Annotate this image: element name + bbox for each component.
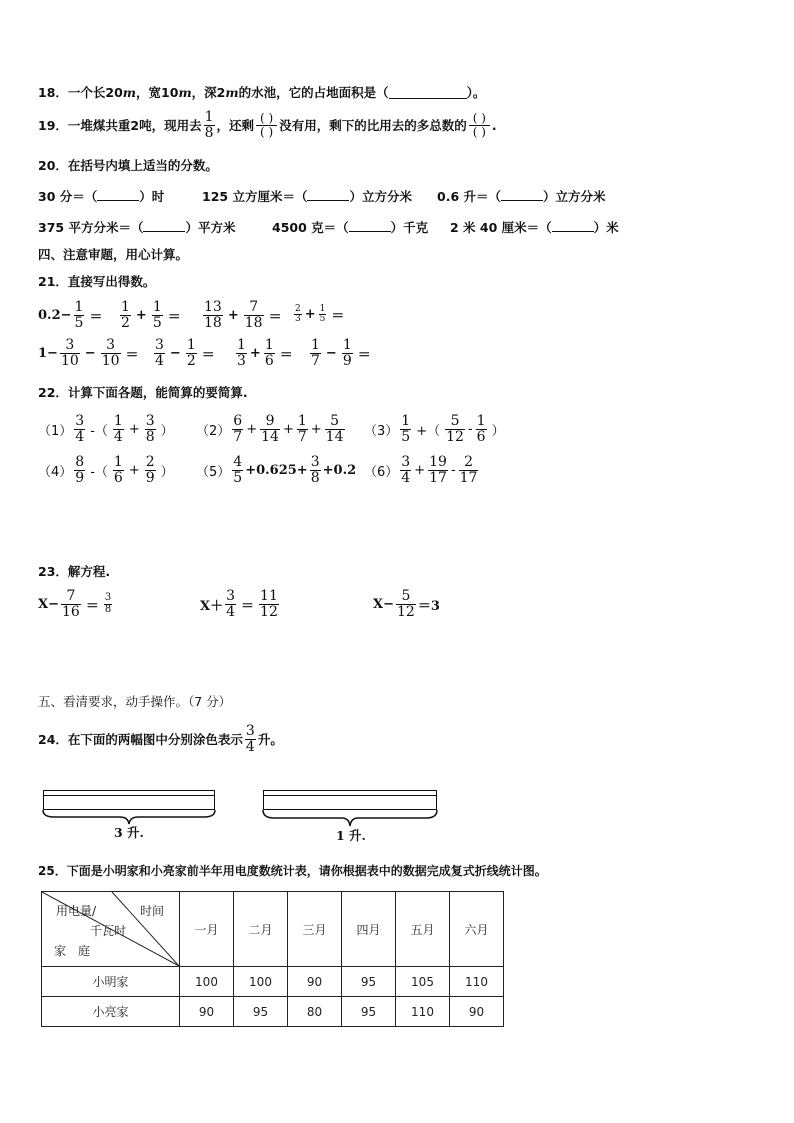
q22-problem-6: （6） $\frac{3}{4}$ + $\frac{19}{17}$ - $\frac{2}{17}$: [364, 454, 478, 486]
table-cell: 90: [450, 997, 504, 1027]
q20-item-4-right: ）平方米: [185, 220, 236, 235]
table-cell: 90: [180, 997, 234, 1027]
num: 7: [249, 299, 259, 315]
q21-r2-2-frac-a: [154, 338, 165, 368]
table-cell: 105: [396, 967, 450, 997]
frac: [145, 455, 156, 485]
header-usage: 用电量/: [56, 904, 97, 918]
q20-blank-4[interactable]: [143, 219, 185, 233]
den: 6: [476, 428, 486, 445]
num: 8: [75, 454, 85, 470]
table-cell: 100: [234, 967, 288, 997]
num: 1: [401, 413, 411, 429]
q20-item-3-left: 0.6 升＝（: [437, 189, 501, 204]
q21-r1-item-3: [201, 300, 285, 330]
num: 11: [260, 588, 278, 604]
q22-problem-1: （1） $\frac{3}{4}$ -（ $\frac{1}{4}$ + $\frac{3}{8}$ ）: [38, 413, 174, 445]
q24-label-1-liter: 1 升.: [336, 828, 366, 843]
equals: ＝: [85, 598, 99, 614]
table-row: [42, 997, 504, 1027]
equals: ＝: [89, 309, 103, 325]
den: 17: [459, 469, 478, 486]
q20-item-4-left: 375 平方分米＝（: [38, 220, 144, 235]
den: 4: [75, 428, 85, 445]
operator: +: [227, 307, 239, 323]
q22-label-2: （2）: [196, 423, 231, 439]
num: 1: [152, 299, 162, 315]
q18-unit-2: m: [178, 84, 192, 100]
q20-item-1-right: ）时: [139, 189, 165, 204]
den: 4: [401, 469, 411, 486]
den: 10: [60, 352, 79, 369]
table-cell: 95: [234, 997, 288, 1027]
operator: −: [84, 345, 96, 361]
equals: ＝: [201, 347, 215, 363]
q24-suffix: 升。: [257, 732, 283, 748]
den: 8: [104, 603, 112, 615]
bar-inner-line: [44, 795, 214, 796]
brace-2: [262, 808, 438, 828]
equals: ＝: [279, 347, 293, 363]
q22-label-4: （4）: [38, 464, 73, 480]
num: 3: [401, 454, 411, 470]
frac: [325, 414, 345, 444]
num: 1: [186, 337, 196, 353]
q21-r1-item-2: [118, 300, 184, 330]
q22-title: 22．计算下面各题，能简算的要简算.: [38, 385, 248, 400]
q23-equation-2: [200, 589, 281, 619]
section-4-heading: 四、注意审题，用心计算。: [38, 247, 189, 262]
q21-r2-item-3: [234, 338, 296, 368]
den: 5: [74, 314, 84, 331]
q22-problem-5: [196, 455, 356, 485]
num: 6: [233, 413, 243, 429]
month-header: 一月: [180, 892, 234, 967]
month-header: 二月: [234, 892, 288, 967]
operator: +: [135, 307, 147, 323]
q22-label-3: （3）: [364, 423, 399, 439]
q21-r2-item-2: [152, 338, 218, 368]
q20-item-6-left: 2 米 40 厘米＝（: [450, 220, 552, 235]
q20-item-2: [202, 187, 412, 205]
num: 13: [204, 299, 222, 315]
q22-p5-end: +0.2: [322, 462, 357, 478]
frac: [225, 589, 236, 619]
question-19: [38, 110, 497, 140]
operator: −: [325, 345, 337, 361]
q18-unit-1: m: [122, 84, 137, 100]
den: 3: [237, 352, 246, 369]
den: 16: [61, 603, 80, 620]
den: 18: [204, 314, 222, 331]
num: 3: [245, 723, 255, 739]
q19-blank-den-1: ( ): [256, 125, 277, 139]
num: 3: [310, 454, 320, 470]
frac: [445, 414, 465, 444]
table-cell: 95: [342, 967, 396, 997]
num: 9: [265, 413, 275, 429]
family-name: 小亮家: [42, 997, 180, 1027]
q21-title: 21．直接写出得数。: [38, 274, 156, 289]
q21-r1-item-4: [292, 305, 347, 325]
q22-problem-4: （4） $\frac{8}{9}$ -（ $\frac{1}{6}$ + $\frac{2}{9}$ ）: [38, 454, 174, 486]
operator: −: [169, 345, 181, 361]
q20-blank-6[interactable]: [552, 219, 594, 233]
frac: [396, 589, 416, 619]
frac: [259, 589, 279, 619]
diagonal-header-cell: [42, 892, 180, 967]
q22-label-6: （6）: [364, 464, 399, 480]
q20-blank-1[interactable]: [97, 188, 139, 202]
q21-r2-1-frac-b: [101, 338, 121, 368]
num: 3: [106, 337, 116, 353]
q18-prefix: 18．一个长20: [38, 85, 123, 100]
frac: [113, 414, 124, 444]
num: 1: [319, 304, 326, 314]
frac: [428, 455, 448, 485]
x-term: X＋: [200, 598, 224, 614]
frac: [74, 414, 85, 444]
q20-item-1: [38, 187, 164, 205]
q19-blank-fraction-1[interactable]: [256, 112, 277, 138]
table-cell: 90: [288, 967, 342, 997]
header-family: 家 庭: [54, 944, 91, 958]
table-header-row: [42, 892, 504, 967]
q24-fraction: [245, 724, 256, 754]
num: 7: [66, 588, 76, 604]
den: 9: [75, 469, 85, 486]
num: 1: [342, 337, 352, 353]
q20-item-4: [38, 218, 235, 236]
table-cell: 95: [342, 997, 396, 1027]
num: 1: [476, 413, 486, 429]
q19-end: .: [491, 117, 497, 133]
family-name: 小明家: [42, 967, 180, 997]
q20-item-3-right: ）立方分米: [543, 189, 606, 204]
q23-title: 23．解方程.: [38, 564, 111, 579]
num: 19: [429, 454, 447, 470]
den: 10: [101, 352, 120, 369]
equals: ＝: [268, 309, 282, 325]
question-18: [38, 83, 485, 101]
q21-r2-1-pre: 1−: [38, 345, 58, 361]
frac: [459, 455, 479, 485]
q19-mid-1: ，还剩: [216, 118, 255, 134]
frac: [310, 455, 321, 485]
q19-frac-den: 8: [204, 124, 214, 141]
num: 3: [104, 592, 112, 604]
den: 2: [121, 314, 130, 331]
table-cell: 100: [180, 967, 234, 997]
q20-item-6: [450, 218, 619, 236]
num: 1: [264, 337, 274, 353]
q21-r1-3-frac-b: [244, 300, 264, 330]
den: 14: [261, 428, 279, 445]
frac: [260, 414, 280, 444]
num: 1: [121, 299, 130, 315]
den: 6: [264, 352, 274, 369]
q21-r1-1-pre: 0.2−: [38, 307, 72, 323]
num: 5: [330, 413, 340, 429]
num: 4: [233, 454, 243, 470]
table-cell: 110: [450, 967, 504, 997]
num: 3: [226, 588, 236, 604]
q25-title: 25．下面是小明家和小亮家前半年用电度数统计表，请你根据表中的数据完成复式折线统计图。: [38, 864, 547, 878]
q21-r2-3-frac-a: [236, 338, 247, 368]
question-24: [38, 724, 283, 754]
q19-frac-num: 1: [204, 109, 214, 125]
q19-blank-num-1: ( ): [260, 111, 274, 126]
table-cell: 110: [396, 997, 450, 1027]
num: 1: [237, 337, 246, 353]
q21-r1-3-frac-a: [203, 300, 223, 330]
frac: [61, 589, 81, 619]
q20-item-1-left: 30 分＝（: [38, 189, 98, 204]
equals: ＝: [331, 309, 345, 325]
num: 1: [297, 413, 307, 429]
bar-inner-line: [264, 795, 436, 796]
q21-r1-2-frac-b: [152, 300, 163, 330]
q22-label-5: （5）: [196, 464, 231, 480]
q21-r1-4-frac-b: [319, 305, 327, 325]
num: 1: [74, 299, 84, 315]
q21-r1-4-frac-a: [294, 305, 302, 325]
q21-r2-4-frac-b: [342, 338, 353, 368]
frac: [297, 414, 308, 444]
den: 2: [186, 352, 196, 369]
month-header: 三月: [288, 892, 342, 967]
q18-end: ）。: [466, 85, 486, 100]
q21-r2-item-4: [308, 338, 374, 368]
den: 5: [401, 428, 411, 445]
num: 1: [113, 454, 123, 470]
q19-blank-num-2: ( ): [472, 111, 486, 126]
equals: ＝: [125, 347, 139, 363]
num: 5: [401, 588, 411, 604]
equals: ＝: [357, 347, 371, 363]
q19-blank-den-2: ( ): [469, 125, 490, 139]
q24-bar-1-liter[interactable]: [263, 790, 437, 810]
frac: [400, 455, 411, 485]
den: 7: [233, 428, 243, 445]
num: 2: [295, 304, 301, 314]
den: 5: [319, 314, 326, 325]
q20-item-2-left: 125 立方厘米＝（: [202, 189, 308, 204]
q18-unit-3: m: [225, 84, 239, 100]
q21-r2-3-frac-b: [264, 338, 275, 368]
num: 3: [155, 337, 164, 353]
frac: [400, 414, 411, 444]
q24-bar-3-liters[interactable]: [43, 790, 215, 810]
den: 3: [295, 314, 301, 325]
q18-mid-2: ，深2: [191, 85, 226, 100]
equals: ＝: [167, 309, 181, 325]
frac: [104, 593, 112, 615]
header-unit: 千瓦时: [90, 924, 127, 938]
section-5-heading: 五、看清要求，动手操作。（7 分）: [38, 694, 232, 709]
operator: +: [249, 345, 261, 361]
den: 14: [325, 428, 344, 445]
q22-problem-2: （2） $\frac{6}{7}$ + $\frac{9}{14}$ + $\frac{1}{7}$ + $\frac{5}{14}$: [196, 413, 344, 445]
num: 3: [145, 413, 155, 429]
x-term: X−: [373, 596, 394, 612]
num: 3: [65, 337, 75, 353]
num: 1: [311, 337, 320, 353]
den: 12: [260, 603, 278, 620]
num: 3: [75, 413, 85, 429]
den: 7: [297, 428, 307, 445]
frac: [145, 414, 156, 444]
equals: ＝: [241, 598, 255, 614]
num: 2: [145, 454, 155, 470]
den: 12: [446, 428, 464, 445]
q20-item-2-right: ）立方分米: [349, 189, 412, 204]
month-header: 六月: [450, 892, 504, 967]
den: 9: [342, 352, 352, 369]
frac: [476, 414, 487, 444]
den: 17: [429, 469, 447, 486]
month-header: 五月: [396, 892, 450, 967]
q24-label-3-liters: 3 升.: [114, 825, 144, 840]
frac: [113, 455, 124, 485]
electricity-usage-table: [41, 891, 504, 1027]
month-header: 四月: [342, 892, 396, 967]
num: 1: [113, 413, 123, 429]
q22-label-1: （1）: [38, 423, 73, 439]
den: 4: [226, 603, 236, 620]
frac: [232, 414, 243, 444]
q20-item-6-right: ）米: [593, 220, 619, 235]
q21-r2-2-frac-b: [186, 338, 197, 368]
q20-blank-2[interactable]: [307, 188, 349, 202]
operator: +: [304, 307, 316, 323]
q20-item-3: [437, 187, 606, 205]
den: 7: [311, 352, 320, 369]
den: 4: [155, 352, 164, 369]
q20-blank-5[interactable]: [349, 219, 391, 233]
table-cell: 80: [288, 997, 342, 1027]
den: 18: [244, 314, 263, 331]
q21-r2-1-frac-a: [60, 338, 80, 368]
den: 6: [113, 469, 123, 486]
q23-equation-3: [373, 589, 440, 619]
q21-r1-item-1: [38, 300, 105, 330]
q20-item-5: [272, 218, 428, 236]
q20-item-5-right: ）千克: [390, 220, 429, 235]
q21-r2-4-frac-a: [310, 338, 321, 368]
q23-equation-1: [38, 589, 114, 619]
den: 4: [245, 738, 255, 755]
equals-3: ＝3: [417, 598, 440, 614]
q22-p5-mid: +0.625+: [245, 462, 308, 478]
q20-title: 20．在括号内填上适当的分数。: [38, 158, 218, 173]
den: 9: [145, 469, 155, 486]
frac: [74, 455, 85, 485]
table-row: [42, 967, 504, 997]
q21-r1-1-frac: [74, 300, 85, 330]
den: 8: [310, 469, 320, 486]
q19-mid-2: 没有用，剩下的比用去的多总数的: [279, 118, 467, 134]
header-time: 时间: [140, 904, 165, 918]
den: 8: [145, 428, 155, 445]
den: 4: [113, 428, 123, 445]
den: 12: [396, 603, 415, 620]
num: 5: [450, 413, 460, 429]
q24-prefix: 24．在下面的两幅图中分别涂色表示: [38, 732, 243, 748]
q21-r1-2-frac-a: [120, 300, 131, 330]
frac: [232, 455, 243, 485]
q19-blank-fraction-2[interactable]: [469, 112, 490, 138]
q20-blank-3[interactable]: [501, 188, 543, 202]
x-term: X−: [38, 596, 59, 612]
q18-suffix: 的水池，它的占地面积是（: [238, 85, 389, 100]
den: 5: [152, 314, 162, 331]
q18-answer-blank[interactable]: [389, 85, 467, 99]
q19-prefix: 19．一堆煤共重2吨，现用去: [38, 118, 202, 134]
q21-r2-item-1: [38, 338, 142, 368]
q18-mid-1: ，宽10: [136, 85, 179, 100]
q22-problem-3: （3） $\frac{1}{5}$ +（ $\frac{5}{12}$ - $\frac{1}{6}$ ）: [364, 413, 505, 445]
q19-fraction-used: [204, 110, 215, 140]
den: 5: [233, 469, 243, 486]
q20-item-5-left: 4500 克＝（: [272, 220, 349, 235]
num: 2: [464, 454, 474, 470]
